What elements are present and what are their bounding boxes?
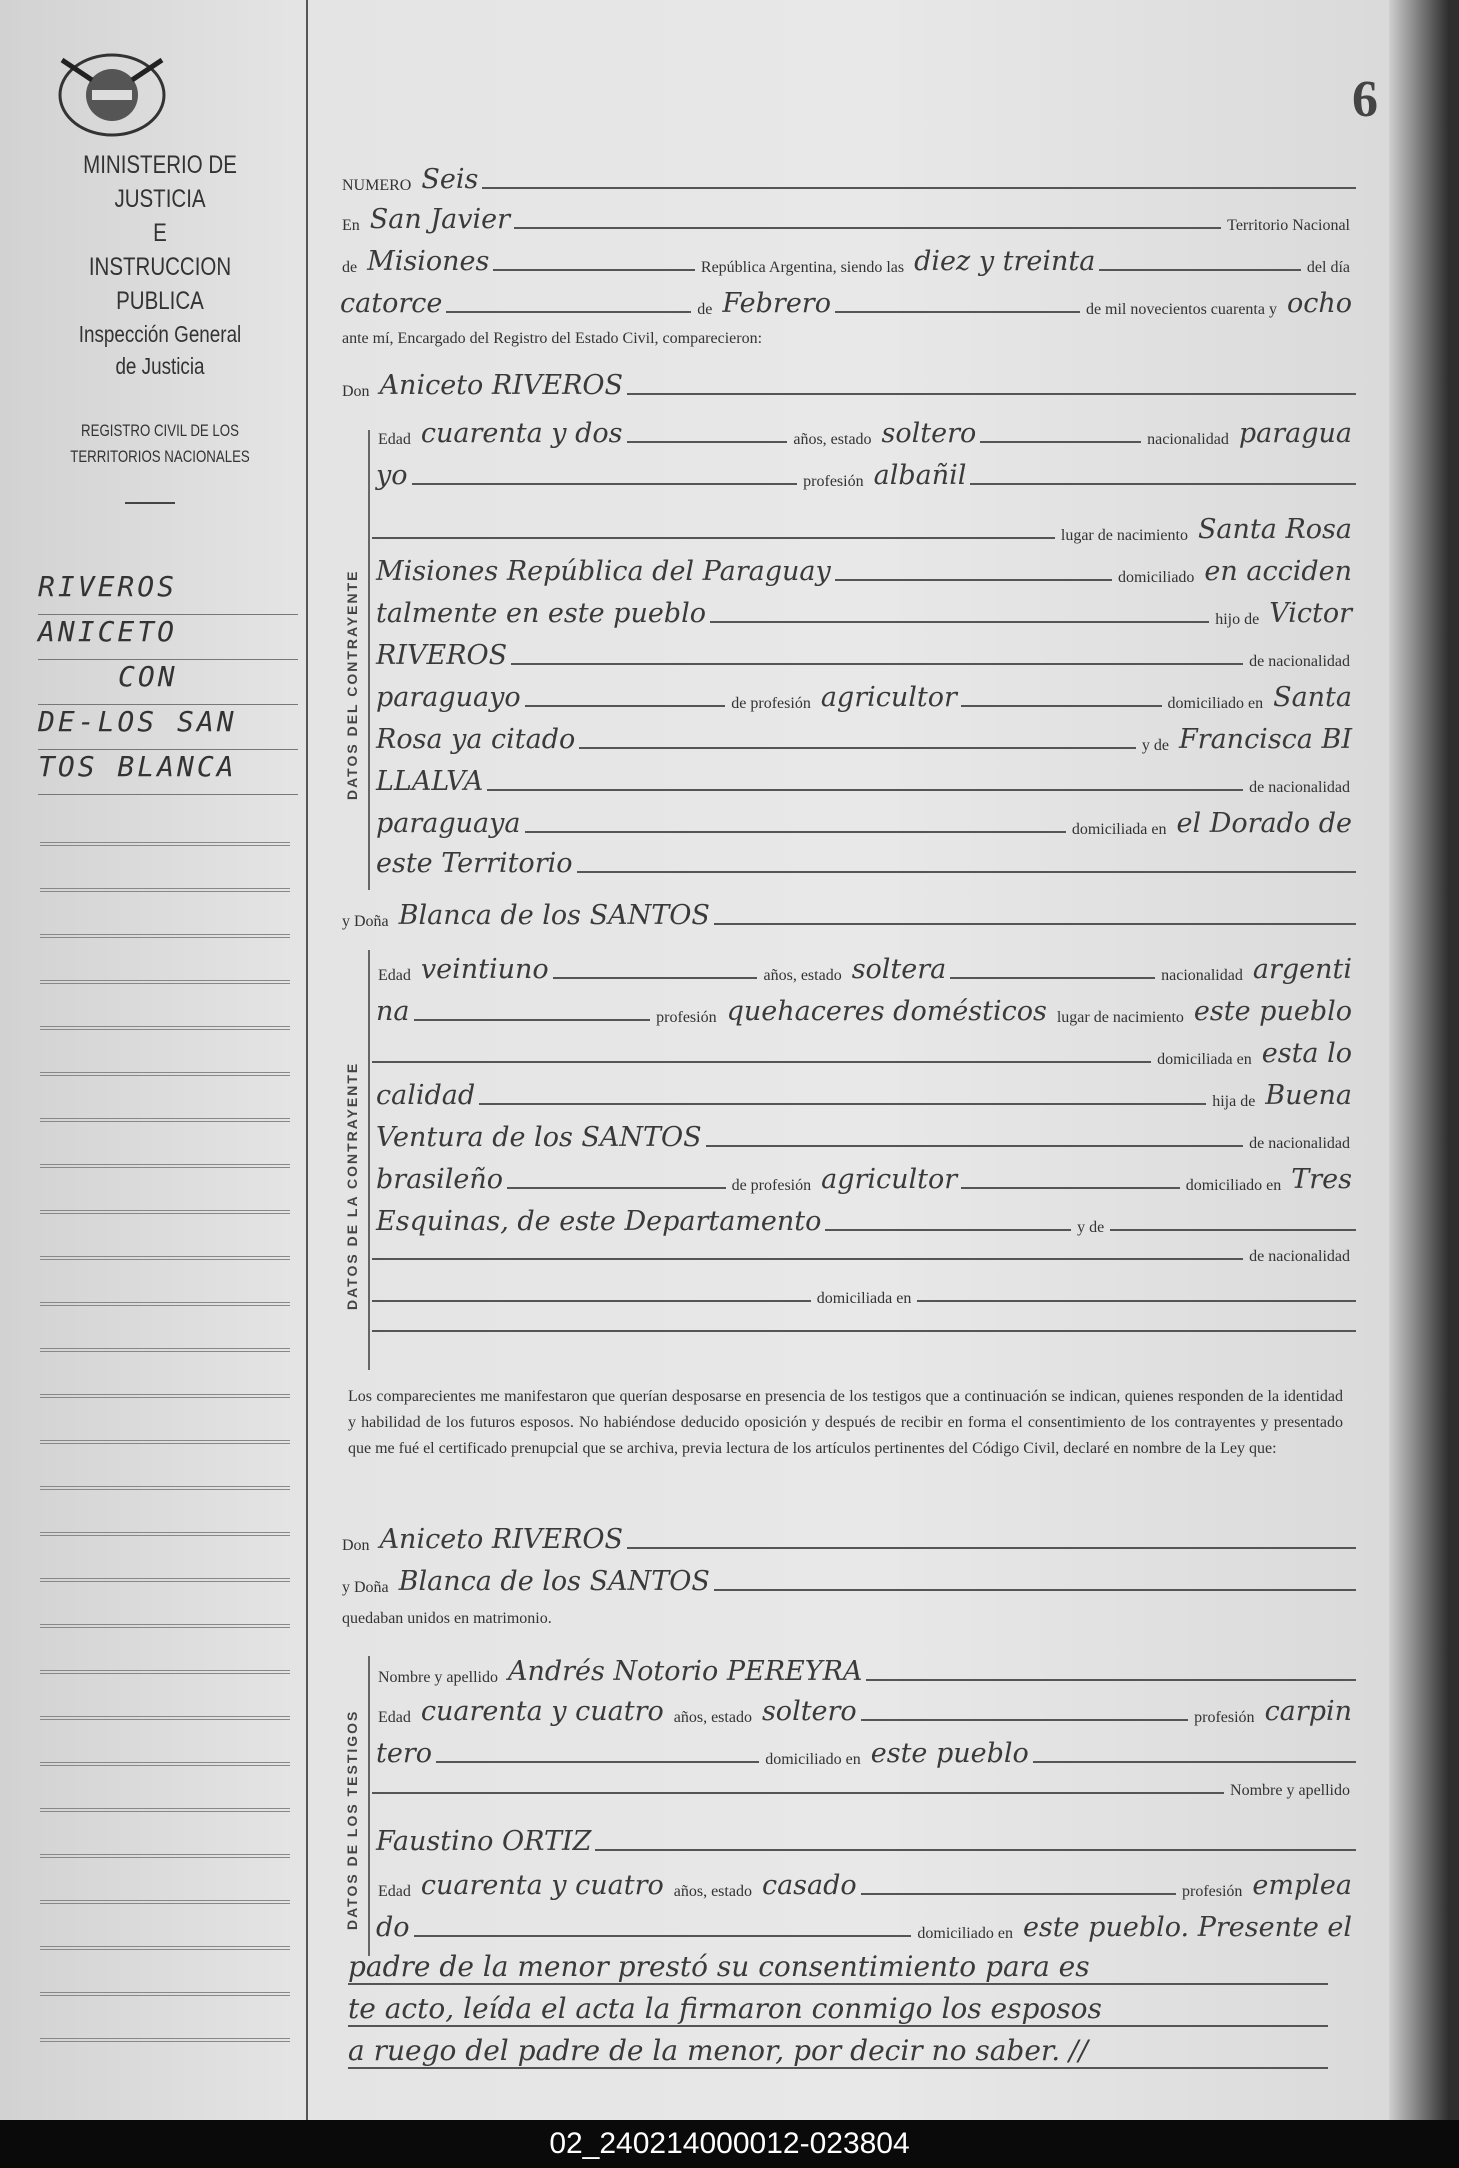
stub-ruled-lines xyxy=(40,800,290,2080)
fill-line xyxy=(861,1719,1188,1721)
fill-line xyxy=(487,789,1243,791)
row-dona xyxy=(336,900,1356,931)
label-nacionalidad: nacionalidad xyxy=(1161,967,1243,984)
value-testigo1-dom: este pueblo xyxy=(870,1738,1029,1769)
ministry-header xyxy=(53,148,266,318)
fill-line xyxy=(414,1935,912,1937)
stub-name-line: RIVEROS xyxy=(38,570,298,615)
value-novia-dom: esta lo xyxy=(1261,1038,1352,1069)
label-domiciliado: domiciliado xyxy=(1117,569,1195,586)
label-de: de xyxy=(697,301,713,318)
handwritten-note-line1: padre de la menor prestó su consentimiento para es xyxy=(348,1950,1328,1985)
label-domiciliado-en: domiciliado en xyxy=(917,1925,1013,1942)
ministry-line1: MINISTERIO DE JUSTICIA xyxy=(83,151,237,213)
row-dona2 xyxy=(336,1566,1356,1597)
inspection-header xyxy=(53,318,266,382)
label-domiciliada-en: domiciliada en xyxy=(1071,821,1167,838)
row-testigo2-label xyxy=(372,1782,1356,1800)
row-novio-dom xyxy=(372,556,1356,587)
label-del-dia: del día xyxy=(1306,259,1350,276)
value-madre-novio-nac: paraguaya xyxy=(376,808,521,839)
stub-name-line: TOS BLANCA xyxy=(38,750,298,795)
value-mes: Febrero xyxy=(722,288,831,319)
row-don2 xyxy=(336,1524,1356,1555)
label-domiciliada-en: domiciliada en xyxy=(1157,1051,1252,1068)
value-novia: Blanca de los SANTOS xyxy=(398,900,710,931)
fill-line xyxy=(372,1258,1243,1260)
label-don: Don xyxy=(342,1537,370,1554)
side-label-contrayente: DATOS DEL CONTRAYENTE xyxy=(344,569,360,800)
fill-line xyxy=(493,269,695,271)
fill-line xyxy=(372,1300,811,1302)
label-domiciliada-en: domiciliada en xyxy=(816,1290,912,1307)
row-padre-novio-nac xyxy=(372,640,1356,671)
stub-name-line: ANICETO xyxy=(38,615,298,660)
label-de: de xyxy=(342,259,358,276)
fill-line xyxy=(835,311,1080,313)
label-y-dona: y Doña xyxy=(342,1579,389,1596)
value-novio-estado: soltero xyxy=(881,418,977,449)
label-nombre-apellido: Nombre y apellido xyxy=(1230,1782,1350,1799)
value-novio-edad: cuarenta y dos xyxy=(420,418,623,449)
row-novio-lugar xyxy=(372,514,1356,545)
label-domiciliado-en: domiciliado en xyxy=(765,1751,861,1768)
label-quedaban: quedaban unidos en matrimonio. xyxy=(342,1610,552,1627)
row-madre-novio-dom-cont xyxy=(372,848,1356,879)
fill-line xyxy=(627,441,788,443)
label-y-dona: y Doña xyxy=(342,913,389,930)
row-padre-novia-prof xyxy=(372,1164,1356,1195)
label-hijo-de: hijo de xyxy=(1215,611,1260,628)
value-madre-novio-dom-cont: este Territorio xyxy=(376,848,573,879)
label-anios-estado: años, estado xyxy=(793,431,872,448)
value-testigo1-edad: cuarenta y cuatro xyxy=(420,1696,664,1727)
bracket-contrayente xyxy=(368,430,370,890)
value-testigo2-dom: este pueblo. Presente el xyxy=(1022,1912,1352,1943)
fill-line xyxy=(961,1187,1180,1189)
value-testigo1-prof: carpin xyxy=(1264,1696,1352,1727)
label-de-nacionalidad: de nacionalidad xyxy=(1249,1248,1350,1265)
value-novio-lugar-cont: Misiones República del Paraguay xyxy=(376,556,831,587)
row-testigo1 xyxy=(372,1656,1356,1687)
label-republica: República Argentina, siendo las xyxy=(700,259,905,276)
fill-line xyxy=(595,1849,1356,1851)
handwritten-note-line2: te acto, leída el acta la firmaron conmigo los esposos xyxy=(348,1992,1328,2027)
fill-line xyxy=(714,923,1356,925)
value-padre-novia-nac: brasileño xyxy=(376,1164,504,1195)
row-novia-prof xyxy=(372,996,1356,1027)
bracket-testigos xyxy=(368,1656,370,1956)
fill-line xyxy=(525,831,1066,833)
fill-line xyxy=(525,705,726,707)
value-territorio: Misiones xyxy=(367,246,490,277)
label-de-profesion: de profesión xyxy=(731,695,811,712)
fill-line xyxy=(514,227,1221,229)
row-padre-novio-prof xyxy=(372,682,1356,713)
fill-line xyxy=(446,311,691,313)
fill-line xyxy=(627,1547,1356,1549)
label-y-de: y de xyxy=(1077,1219,1105,1236)
label-numero: NUMERO xyxy=(342,177,412,194)
row-madre-novia-dom xyxy=(372,1290,1356,1308)
label-edad: Edad xyxy=(378,1883,411,1900)
label-edad: Edad xyxy=(378,967,411,984)
fill-line xyxy=(917,1300,1356,1302)
side-label-testigos: DATOS DE LOS TESTIGOS xyxy=(344,1709,360,1930)
row-territorio xyxy=(336,246,1356,277)
value-en: San Javier xyxy=(369,204,511,235)
label-profesion: profesión xyxy=(1181,1883,1243,1900)
label-anios-estado: años, estado xyxy=(673,1709,752,1726)
value-anio: ocho xyxy=(1286,288,1353,319)
value-testigo2: Faustino ORTIZ xyxy=(376,1826,592,1857)
label-de-nacionalidad: de nacionalidad xyxy=(1249,779,1350,796)
value-padre-novio-dom-cont: Rosa ya citado xyxy=(376,724,576,755)
label-profesion: profesión xyxy=(656,1009,717,1026)
stub-name-line: DE-LOS SAN xyxy=(38,705,298,750)
value-novio-dom-cont: talmente en este pueblo xyxy=(376,598,706,629)
row-testigo2 xyxy=(372,1826,1356,1857)
label-de-mil: de mil novecientos cuarenta y xyxy=(1085,301,1277,318)
fill-line xyxy=(479,1103,1206,1105)
value-padre-novia-cont: Ventura de los SANTOS xyxy=(376,1122,702,1153)
label-de-profesion: de profesión xyxy=(731,1177,812,1194)
value-novio-lugar: Santa Rosa xyxy=(1197,514,1352,545)
row-ante xyxy=(336,330,1356,348)
label-hija-de: hija de xyxy=(1212,1093,1256,1110)
stub-divider xyxy=(125,502,175,504)
value-novia-estado: soltera xyxy=(851,954,947,985)
row-novia-hija xyxy=(372,1080,1356,1111)
value-novio-nac-cont: yo xyxy=(376,460,408,491)
fill-line xyxy=(511,663,1243,665)
label-en: En xyxy=(342,217,360,234)
inspection-line1: Inspección General xyxy=(78,321,242,347)
row-testigo1-dom xyxy=(372,1738,1356,1769)
coat-of-arms-icon xyxy=(52,40,172,150)
value-madre-novio-dom: el Dorado de xyxy=(1176,808,1352,839)
value-padre-novia-prof: agricultor xyxy=(821,1164,958,1195)
fill-line xyxy=(980,441,1141,443)
fill-line xyxy=(372,537,1055,539)
row-numero xyxy=(336,164,1356,195)
row-novio-prof xyxy=(372,460,1356,491)
value-novia-dom-cont: calidad xyxy=(376,1080,476,1111)
row-fecha xyxy=(336,288,1356,319)
label-territorio: Territorio Nacional xyxy=(1227,217,1350,234)
side-label-contrayenta: DATOS DE LA CONTRAYENTE xyxy=(344,1061,360,1310)
label-nombre-apellido: Nombre y apellido xyxy=(378,1669,498,1686)
label-domiciliado-en: domiciliado en xyxy=(1167,695,1264,712)
page-number: 6 xyxy=(1352,71,1378,128)
row-novio-hijo xyxy=(372,598,1356,629)
label-y-de: y de xyxy=(1141,737,1169,754)
row-madre-novio-nac xyxy=(372,766,1356,797)
label-edad: Edad xyxy=(378,1709,411,1726)
row-testigo2-dom xyxy=(372,1912,1356,1943)
row-novia-edad xyxy=(372,954,1356,985)
label-ante: ante mí, Encargado del Registro del Estado Civil, comparecieron: xyxy=(342,330,763,347)
label-profesion: profesión xyxy=(803,473,864,490)
value-novio-dom: en acciden xyxy=(1204,556,1352,587)
value-testigo1: Andrés Notorio PEREYRA xyxy=(507,1656,863,1687)
row-madre-novia xyxy=(372,1206,1356,1237)
fill-line xyxy=(706,1145,1244,1147)
fill-line xyxy=(1033,1761,1356,1763)
value-novio-prof: albañil xyxy=(873,460,967,491)
row-novio-edad xyxy=(372,418,1356,449)
fill-line xyxy=(482,187,1356,189)
fill-line xyxy=(835,579,1112,581)
value-padre-novia-dom-cont: Esquinas, de este Departamento xyxy=(376,1206,822,1237)
fill-line xyxy=(950,977,1155,979)
fill-line xyxy=(553,977,758,979)
inspection-line2: de Justicia xyxy=(115,353,205,379)
value-novio: Aniceto RIVEROS xyxy=(379,370,624,401)
handwritten-note-line3: a ruego del padre de la menor, por decir no saber. // xyxy=(348,2034,1328,2069)
label-profesion: profesión xyxy=(1194,1709,1255,1726)
fill-line xyxy=(436,1761,759,1763)
value-novia-edad: veintiuno xyxy=(420,954,549,985)
value-testigo1-prof-cont: tero xyxy=(376,1738,432,1769)
value-padre-novio-prof: agricultor xyxy=(820,682,957,713)
label-lugar-nac: lugar de nacimiento xyxy=(1060,527,1188,544)
row-quedaban xyxy=(336,1610,1356,1628)
row-testigo1-edad xyxy=(372,1696,1356,1727)
ministry-line2: E xyxy=(153,219,167,247)
fill-line xyxy=(970,483,1356,485)
registry-line1: REGISTRO CIVIL DE LOS xyxy=(81,421,239,440)
row-madre-novio xyxy=(372,724,1356,755)
fill-line xyxy=(372,1061,1151,1063)
value-padre-novia-dom: Tres xyxy=(1291,1164,1353,1195)
fill-line xyxy=(1110,1229,1356,1231)
label-nacionalidad: nacionalidad xyxy=(1147,431,1229,448)
fill-line xyxy=(866,1679,1356,1681)
row-testigo2-edad xyxy=(372,1870,1356,1901)
fill-line xyxy=(577,871,1357,873)
label-de-nacionalidad: de nacionalidad xyxy=(1249,1135,1350,1152)
fill-line xyxy=(961,705,1162,707)
value-novia-lugar: este pueblo xyxy=(1193,996,1352,1027)
value-madre-novio-cont: LLALVA xyxy=(376,766,484,797)
fill-line xyxy=(627,393,1356,395)
value-padre-novio-nac: paraguayo xyxy=(376,682,521,713)
value-testigo2-prof: emplea xyxy=(1252,1870,1352,1901)
row-padre-novia-nac xyxy=(372,1122,1356,1153)
registry-header xyxy=(59,418,262,470)
row-en xyxy=(336,204,1356,235)
row-blank xyxy=(372,1330,1356,1338)
row-don xyxy=(336,370,1356,401)
scan-id-footer: 02_240214000012-023804 xyxy=(0,2120,1459,2168)
fill-line xyxy=(372,1792,1224,1794)
label-anios-estado: años, estado xyxy=(673,1883,752,1900)
value-dia: catorce xyxy=(340,288,443,319)
value-padre-novio-dom: Santa xyxy=(1273,682,1353,713)
value-hora: diez y treinta xyxy=(914,246,1096,277)
value-testigo2-edad: cuarenta y cuatro xyxy=(420,1870,664,1901)
value-padre-novia: Buena xyxy=(1265,1080,1352,1111)
fill-line xyxy=(579,747,1136,749)
fill-line xyxy=(825,1229,1071,1231)
value-numero: Seis xyxy=(421,164,479,195)
legal-paragraph: Los comparecientes me manifestaron que querían desposarse en presencia de los testigos que a continuación se indican, quienes responden de la identidad y habilidad de los futuros esposos. No habiéndose deducido oposición y después de recibir en forma el consentimiento de los contrayentes y presentado que me fué el certificado prenupcial que se archiva, previa lectura de los artículos pertinentes del Código Civil, declaré en nombre de la Ley que: xyxy=(348,1388,1343,1457)
value-novia-nac-cont: na xyxy=(376,996,410,1027)
label-edad: Edad xyxy=(378,431,411,448)
fill-line xyxy=(412,483,798,485)
row-madre-novia-nac xyxy=(372,1248,1356,1266)
label-lugar-nac: lugar de nacimiento xyxy=(1056,1009,1184,1026)
value-padre-novio: Victor xyxy=(1269,598,1352,629)
label-domiciliado-en: domiciliado en xyxy=(1185,1177,1282,1194)
value-novio-nac: paragua xyxy=(1238,418,1353,449)
value-madre-novio: Francisca BI xyxy=(1178,724,1352,755)
value-testigo1-estado: soltero xyxy=(761,1696,857,1727)
value-novia-nac: argenti xyxy=(1252,954,1352,985)
value-testigo2-estado: casado xyxy=(761,1870,857,1901)
ministry-line3: INSTRUCCION PUBLICA xyxy=(88,253,232,315)
fill-line xyxy=(861,1893,1176,1895)
label-anios-estado: años, estado xyxy=(763,967,842,984)
value-testigo2-prof-cont: do xyxy=(376,1912,410,1943)
fill-line xyxy=(414,1019,651,1021)
row-madre-novio-dom xyxy=(372,808,1356,839)
value-novia-prof: quehaceres domésticos xyxy=(726,996,1047,1027)
value-dona2: Blanca de los SANTOS xyxy=(398,1566,710,1597)
fill-line xyxy=(714,1589,1356,1591)
row-novia-dom xyxy=(372,1038,1356,1069)
fill-line xyxy=(372,1330,1356,1332)
label-de-nacionalidad: de nacionalidad xyxy=(1249,653,1350,670)
fill-line xyxy=(710,621,1209,623)
value-padre-novio-cont: RIVEROS xyxy=(376,640,508,671)
binding-edge xyxy=(1389,0,1459,2120)
value-don2: Aniceto RIVEROS xyxy=(379,1524,624,1555)
fill-line xyxy=(1099,269,1301,271)
stub-name-line: CON xyxy=(38,660,298,705)
label-don: Don xyxy=(342,383,370,400)
stub-column xyxy=(0,0,308,2120)
fill-line xyxy=(507,1187,726,1189)
registry-line2: TERRITORIOS NACIONALES xyxy=(70,447,250,466)
stub-names xyxy=(38,570,298,795)
bracket-contrayenta xyxy=(368,950,370,1370)
